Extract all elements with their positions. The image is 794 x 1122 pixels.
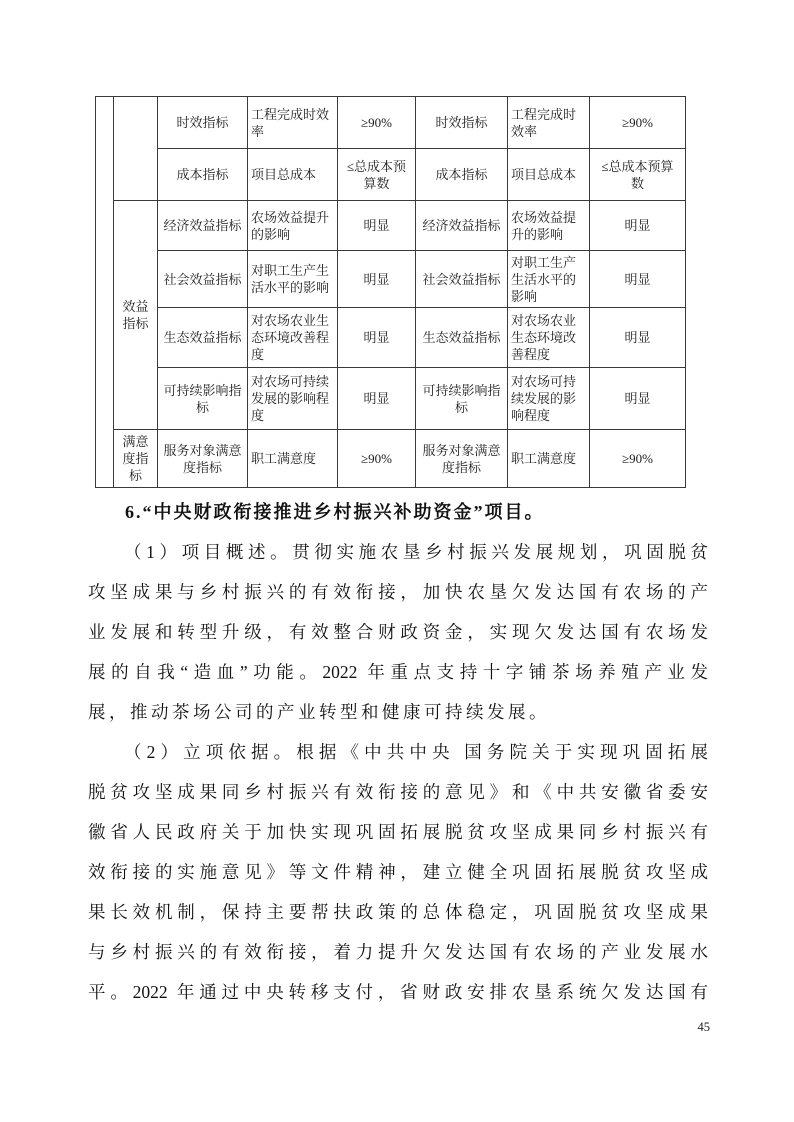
cell-indicator-name: 生态效益指标 xyxy=(158,308,248,368)
cell-indicator-name: 社会效益指标 xyxy=(416,251,508,308)
cell-indicator-name: 时效指标 xyxy=(416,97,508,149)
cell-indicator-name: 成本指标 xyxy=(416,149,508,201)
cell-indicator-name: 服务对象满意度指标 xyxy=(416,430,508,488)
cell-group-label-benefit: 效益指标 xyxy=(114,201,158,430)
cell-indicator-value: 明显 xyxy=(338,368,416,430)
cell-indicator-name: 经济效益指标 xyxy=(158,201,248,251)
cell-indicator-name: 经济效益指标 xyxy=(416,201,508,251)
body-text xyxy=(88,492,708,1012)
paragraph-line: （2）立项依据。根据《中共中央 国务院关于实现巩固拓展 xyxy=(124,742,708,762)
page-number: 45 xyxy=(697,1020,710,1034)
paragraph-line: 展的自我“造血”功能。2022 年重点支持十字铺茶场养殖产业发 xyxy=(88,662,708,682)
cell-indicator-value: 明显 xyxy=(338,201,416,251)
paragraph-line: 脱贫攻坚成果同乡村振兴有效衔接的意见》和《中共安徽省委安 xyxy=(88,782,708,802)
cell-indicator-content: 工程完成时效率 xyxy=(508,97,590,149)
cell-indicator-name: 可持续影响指标 xyxy=(158,368,248,430)
cell-indicator-content: 对职工生产生活水平的影响 xyxy=(248,251,338,308)
cell-indicator-name: 服务对象满意度指标 xyxy=(158,430,248,488)
cell-indicator-value: ≥90% xyxy=(338,430,416,488)
cell-indicator-value: 明显 xyxy=(590,201,686,251)
cell-indicator-content: 对农场农业生态环境改善程度 xyxy=(508,308,590,368)
cell-indicator-content: 工程完成时效率 xyxy=(248,97,338,149)
cell-indicator-value: 明显 xyxy=(590,251,686,308)
cell-indicator-content: 对农场可持续发展的影响程度 xyxy=(508,368,590,430)
section-heading: 6.“中央财政衔接推进乡村振兴补助资金”项目。 xyxy=(125,502,545,522)
cell-indicator-name: 时效指标 xyxy=(158,97,248,149)
cell-group-label-continued xyxy=(114,97,158,201)
paragraph-line: 效衔接的实施意见》等文件精神，建立健全巩固拓展脱贫攻坚成 xyxy=(88,862,708,882)
paragraph-line: 业发展和转型升级，有效整合财政资金，实现欠发达国有农场发 xyxy=(88,622,708,642)
cell-indicator-content: 对农场可持续发展的影响程度 xyxy=(248,368,338,430)
cell-indicator-value: 明显 xyxy=(590,308,686,368)
performance-indicator-table xyxy=(95,96,686,488)
cell-indicator-content: 职工满意度 xyxy=(248,430,338,488)
paragraph-line: （1）项目概述。贯彻实施农垦乡村振兴发展规划，巩固脱贫 xyxy=(124,542,708,562)
cell-indicator-value: ≥90% xyxy=(590,430,686,488)
paragraph-1 xyxy=(88,532,708,732)
paragraph-line: 平。2022 年通过中央转移支付，省财政安排农垦系统欠发达国有 xyxy=(88,982,708,1002)
cell-indicator-content: 职工满意度 xyxy=(508,430,590,488)
cell-indicator-content: 项目总成本 xyxy=(508,149,590,201)
cell-indicator-value: 明显 xyxy=(338,251,416,308)
cell-indicator-value: 明显 xyxy=(338,308,416,368)
paragraph-line: 徽省人民政府关于加快实现巩固拓展脱贫攻坚成果同乡村振兴有 xyxy=(88,822,708,842)
cell-indicator-value: ≤总成本预算数 xyxy=(590,149,686,201)
paragraph-line: 展，推动茶场公司的产业转型和健康可持续发展。 xyxy=(88,702,550,722)
cell-indicator-value: ≥90% xyxy=(338,97,416,149)
cell-indicator-content: 对农场农业生态环境改善程度 xyxy=(248,308,338,368)
cell-indicator-content: 项目总成本 xyxy=(248,149,338,201)
table-cell-left-margin xyxy=(96,97,114,488)
cell-indicator-name: 社会效益指标 xyxy=(158,251,248,308)
cell-indicator-content: 农场效益提升的影响 xyxy=(248,201,338,251)
paragraph-line: 攻坚成果与乡村振兴的有效衔接，加快农垦欠发达国有农场的产 xyxy=(88,582,708,602)
cell-indicator-value: ≤总成本预算数 xyxy=(338,149,416,201)
cell-indicator-value: 明显 xyxy=(590,368,686,430)
paragraph-2 xyxy=(88,732,708,1012)
paragraph-line: 与乡村振兴的有效衔接，着力提升欠发达国有农场的产业发展水 xyxy=(88,942,708,962)
paragraph-line: 果长效机制，保持主要帮扶政策的总体稳定，巩固脱贫攻坚成果 xyxy=(88,902,708,922)
cell-indicator-name: 可持续影响指标 xyxy=(416,368,508,430)
cell-indicator-value: ≥90% xyxy=(590,97,686,149)
cell-indicator-content: 农场效益提升的影响 xyxy=(508,201,590,251)
cell-indicator-name: 成本指标 xyxy=(158,149,248,201)
cell-group-label-satisfaction: 满意度指标 xyxy=(114,430,158,488)
cell-indicator-content: 对职工生产生活水平的影响 xyxy=(508,251,590,308)
cell-indicator-name: 生态效益指标 xyxy=(416,308,508,368)
